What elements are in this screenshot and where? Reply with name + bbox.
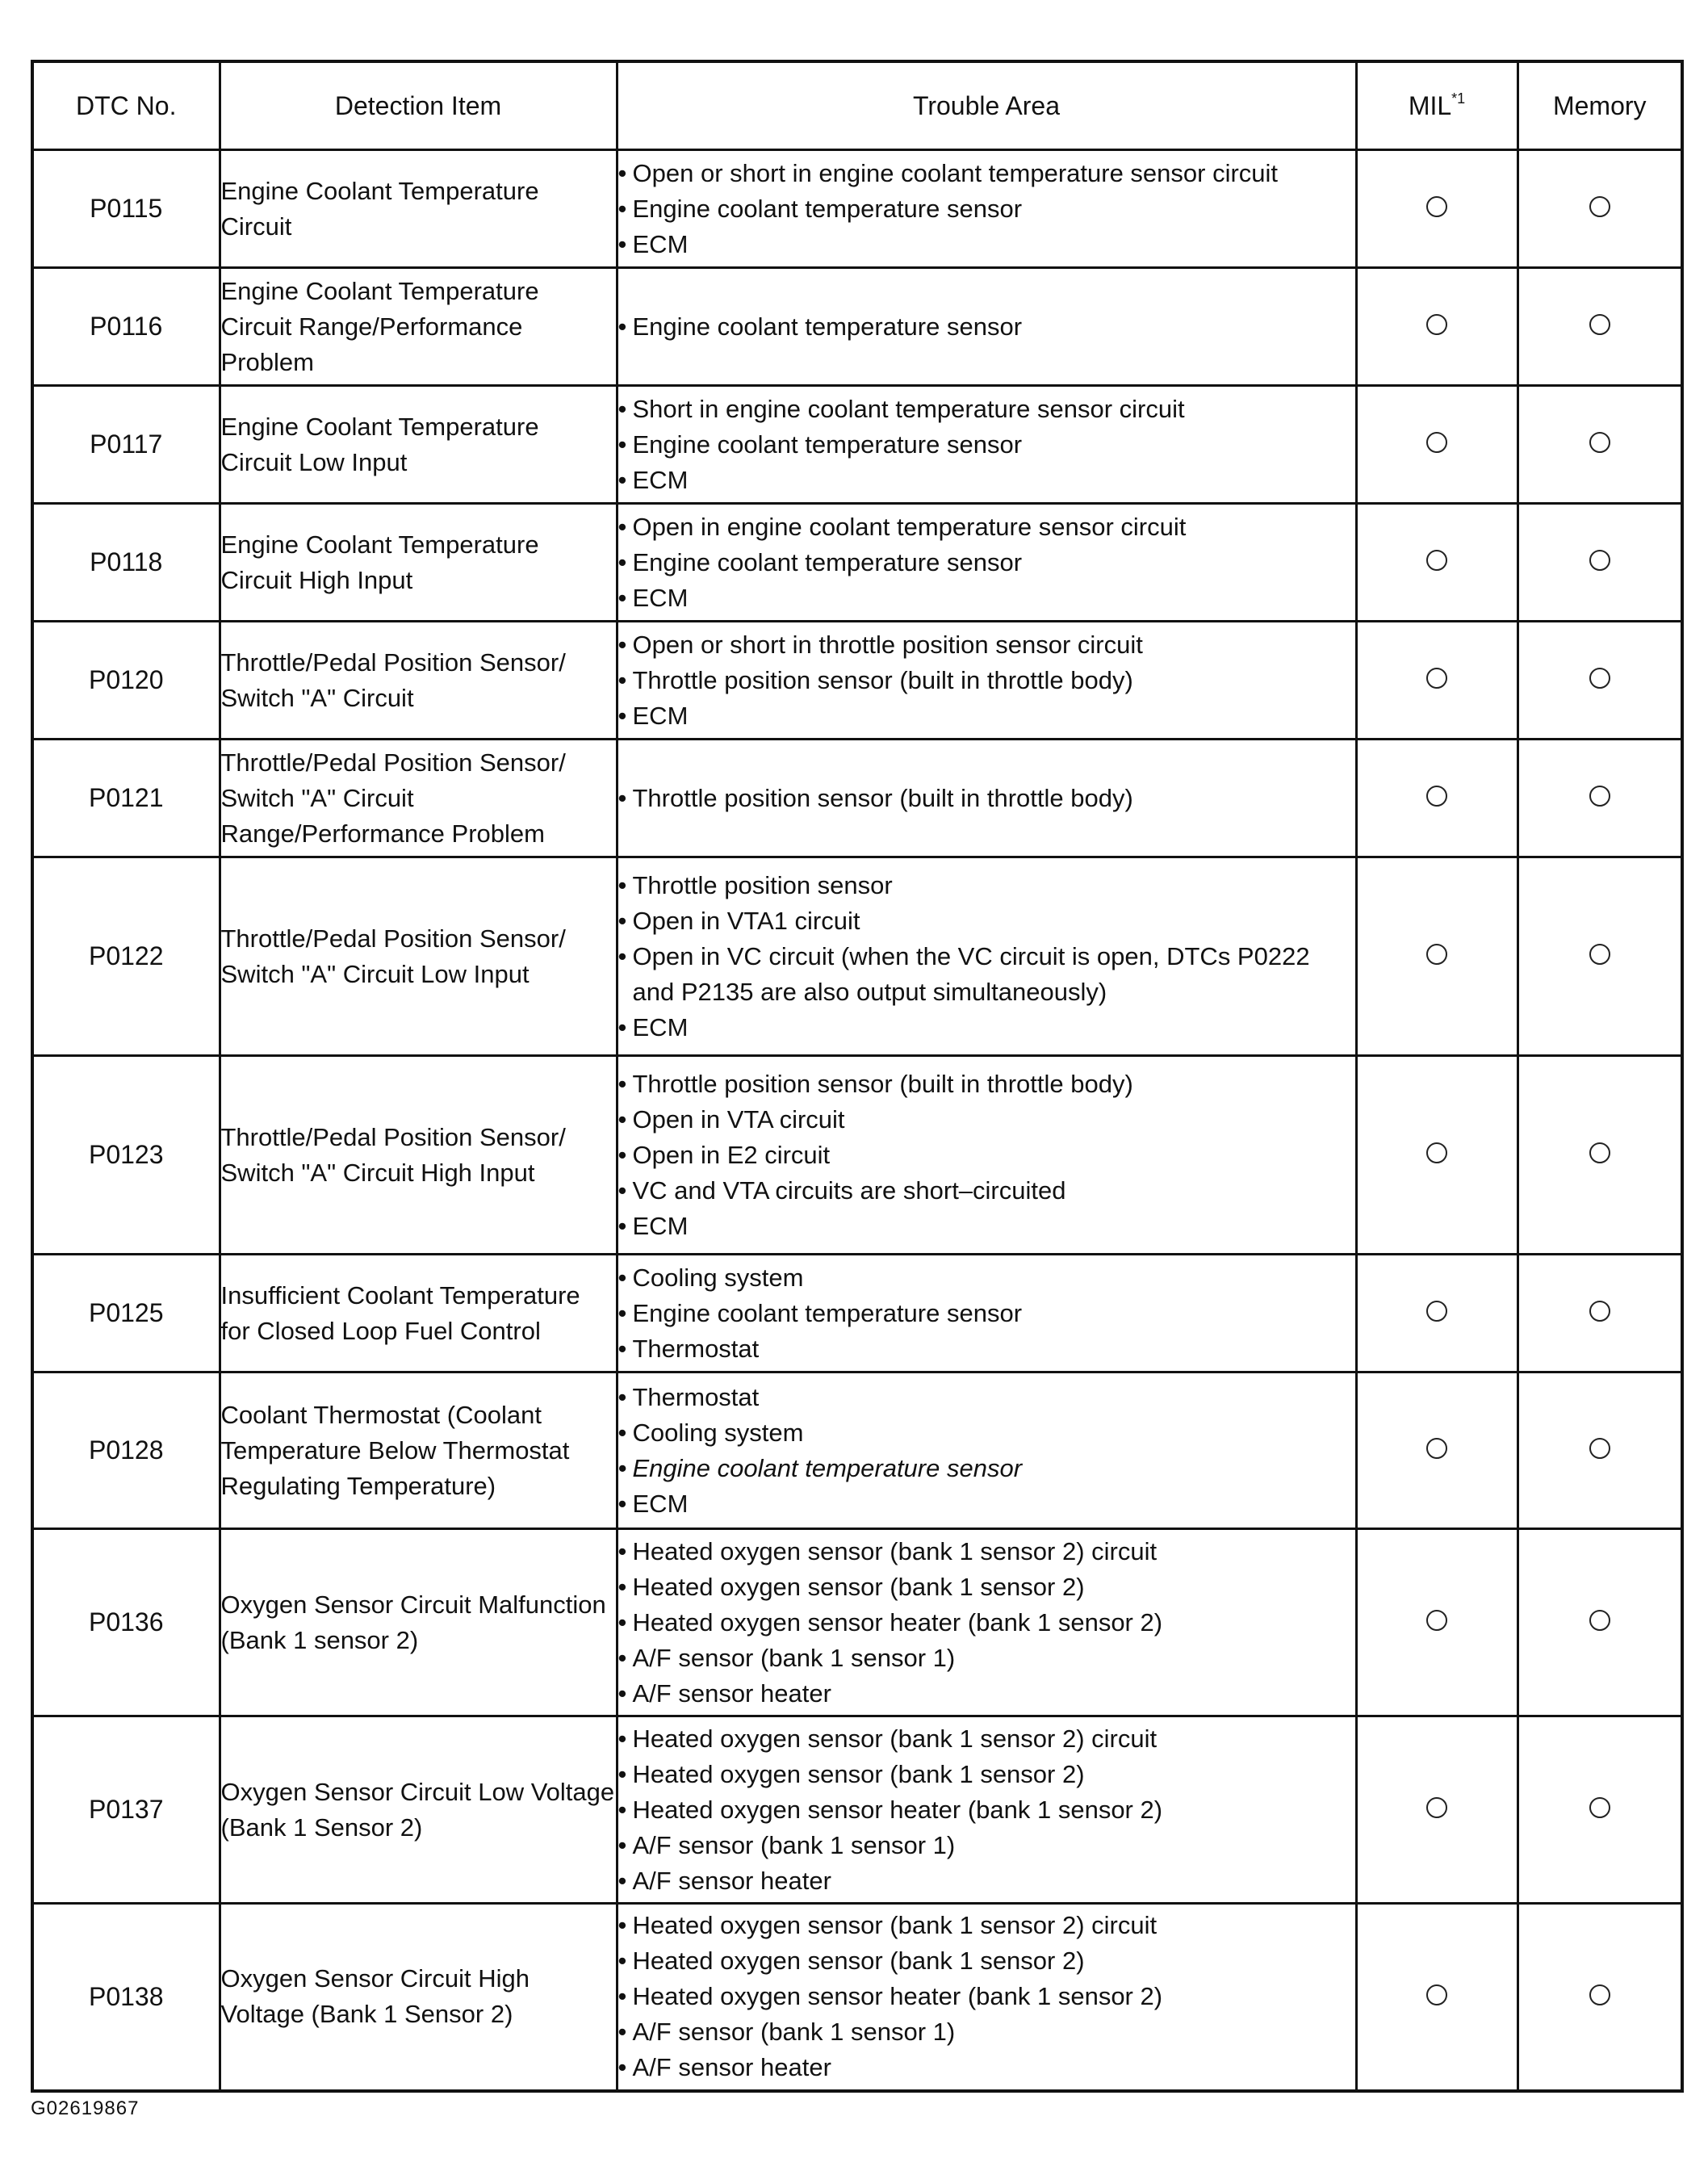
trouble-area-line: • A/F sensor (bank 1 sensor 1) <box>617 2018 956 2047</box>
memory-cell <box>1518 1904 1682 2091</box>
trouble-area <box>617 1529 1356 1716</box>
trouble-area <box>617 1372 1356 1529</box>
trouble-area-line: • Heated oxygen sensor (bank 1 sensor 2) <box>617 1572 1085 1601</box>
mil-circle-icon <box>1426 196 1447 217</box>
trouble-area-line: • Open in E2 circuit <box>617 1140 831 1169</box>
trouble-area-line: • A/F sensor (bank 1 sensor 1) <box>617 1643 956 1672</box>
detection-item: Coolant Thermostat (Coolant Temperature Below Thermostat Regulating Temperature) <box>220 1372 617 1529</box>
table-body <box>32 150 1682 2091</box>
header-memory: Memory <box>1518 61 1682 150</box>
mil-circle-icon <box>1426 550 1447 571</box>
memory-cell <box>1518 857 1682 1056</box>
mil-cell <box>1356 1372 1518 1529</box>
trouble-area <box>617 150 1356 268</box>
dtc-code: P0115 <box>32 150 220 268</box>
trouble-area-line: • Heated oxygen sensor heater (bank 1 sensor 2) <box>617 1795 1163 1824</box>
mil-cell <box>1356 1056 1518 1255</box>
trouble-area-line: • Throttle position sensor (built in throttle body) <box>617 665 1133 694</box>
trouble-area-line: • ECM <box>617 1211 689 1240</box>
trouble-area-line: • Engine coolant temperature sensor <box>617 194 1023 223</box>
detection-item: Throttle/Pedal Position Sensor/ Switch "A" Circuit High Input <box>220 1056 617 1255</box>
table-row <box>32 150 1682 268</box>
dtc-code: P0125 <box>32 1255 220 1372</box>
detection-item: Insufficient Coolant Temperature for Closed Loop Fuel Control <box>220 1255 617 1372</box>
trouble-area-line: • Open in VTA circuit <box>617 1104 845 1134</box>
memory-circle-icon <box>1589 196 1610 217</box>
mil-cell <box>1356 1904 1518 2091</box>
trouble-area-line: • Heated oxygen sensor (bank 1 sensor 2) circuit <box>617 1536 1158 1565</box>
trouble-area-line: • Heated oxygen sensor heater (bank 1 sensor 2) <box>617 1982 1163 2011</box>
memory-circle-icon <box>1589 1438 1610 1459</box>
table-row <box>32 857 1682 1056</box>
trouble-area-line: • Open in VTA1 circuit <box>617 906 860 935</box>
mil-cell <box>1356 386 1518 504</box>
table-row <box>32 1716 1682 1904</box>
trouble-area-line: • Throttle position sensor (built in throttle body) <box>617 1069 1133 1098</box>
mil-circle-icon <box>1426 786 1447 807</box>
memory-circle-icon <box>1589 432 1610 453</box>
mil-circle-icon <box>1426 1301 1447 1322</box>
mil-circle-icon <box>1426 1984 1447 2005</box>
dtc-code: P0120 <box>32 622 220 740</box>
memory-cell <box>1518 268 1682 386</box>
detection-item: Engine Coolant Temperature Circuit <box>220 150 617 268</box>
memory-cell <box>1518 740 1682 857</box>
table-row <box>32 1056 1682 1255</box>
mil-cell <box>1356 740 1518 857</box>
trouble-area-line: • Heated oxygen sensor (bank 1 sensor 2) <box>617 1947 1085 1976</box>
table-row <box>32 1255 1682 1372</box>
trouble-area-line: • Thermostat <box>617 1382 760 1411</box>
detection-item: Oxygen Sensor Circuit High Voltage (Bank 1 Sensor 2) <box>220 1904 617 2091</box>
memory-circle-icon <box>1589 1301 1610 1322</box>
trouble-area-line: • A/F sensor heater <box>617 1866 831 1895</box>
mil-cell <box>1356 857 1518 1056</box>
table-row <box>32 504 1682 622</box>
dtc-code: P0122 <box>32 857 220 1056</box>
trouble-area-line: • Open in engine coolant temperature sensor circuit <box>617 512 1187 541</box>
header-trouble-area: Trouble Area <box>617 61 1356 150</box>
dtc-table <box>31 60 1684 2093</box>
mil-circle-icon <box>1426 1438 1447 1459</box>
detection-item: Oxygen Sensor Circuit Low Voltage (Bank 1 Sensor 2) <box>220 1716 617 1904</box>
trouble-area-line: • ECM <box>617 701 689 730</box>
trouble-area-line: • Engine coolant temperature sensor <box>617 312 1023 341</box>
trouble-area-line: • Heated oxygen sensor (bank 1 sensor 2) <box>617 1759 1085 1788</box>
table-row <box>32 740 1682 857</box>
trouble-area-line: • Throttle position sensor <box>617 870 893 899</box>
trouble-area-line: • A/F sensor (bank 1 sensor 1) <box>617 1830 956 1859</box>
dtc-code: P0118 <box>32 504 220 622</box>
mil-circle-icon <box>1426 1797 1447 1818</box>
dtc-code: P0121 <box>32 740 220 857</box>
detection-item: Engine Coolant Temperature Circuit Low Input <box>220 386 617 504</box>
trouble-area-line: • Open or short in engine coolant temperature sensor circuit <box>617 158 1279 187</box>
mil-cell <box>1356 150 1518 268</box>
trouble-area-line: • ECM <box>617 465 689 494</box>
mil-cell <box>1356 1529 1518 1716</box>
dtc-code: P0123 <box>32 1056 220 1255</box>
table-row <box>32 268 1682 386</box>
detection-item: Throttle/Pedal Position Sensor/ Switch "A" Circuit Range/Performance Problem <box>220 740 617 857</box>
memory-cell <box>1518 150 1682 268</box>
header-mil: MIL$^{*1}$ <box>1356 61 1518 150</box>
mil-cell <box>1356 504 1518 622</box>
memory-cell <box>1518 386 1682 504</box>
trouble-area-line: • Thermostat <box>617 1334 760 1363</box>
trouble-area <box>617 1716 1356 1904</box>
table-row <box>32 386 1682 504</box>
mil-cell <box>1356 268 1518 386</box>
detection-item: Oxygen Sensor Circuit Malfunction (Bank 1 sensor 2) <box>220 1529 617 1716</box>
trouble-area <box>617 622 1356 740</box>
trouble-area-line: • Engine coolant temperature sensor <box>617 1298 1023 1327</box>
trouble-area-line: • VC and VTA circuits are short–circuited <box>617 1176 1066 1205</box>
mil-footnote-marker: *1 <box>1451 90 1466 107</box>
trouble-area <box>617 1904 1356 2091</box>
mil-cell <box>1356 1716 1518 1904</box>
mil-circle-icon <box>1426 432 1447 453</box>
header-dtc-no: DTC No. <box>32 61 220 150</box>
detection-item: Engine Coolant Temperature Circuit Range/Performance Problem <box>220 268 617 386</box>
trouble-area <box>617 857 1356 1056</box>
trouble-area-line: • Heated oxygen sensor heater (bank 1 sensor 2) <box>617 1607 1163 1636</box>
memory-cell <box>1518 1372 1682 1529</box>
memory-circle-icon <box>1589 1797 1610 1818</box>
trouble-area-line: • ECM <box>617 583 689 612</box>
mil-circle-icon <box>1426 944 1447 965</box>
memory-circle-icon <box>1589 1142 1610 1163</box>
memory-cell <box>1518 622 1682 740</box>
trouble-area-line: • Engine coolant temperature sensor <box>617 547 1023 576</box>
trouble-area-line: • Short in engine coolant temperature sensor circuit <box>617 394 1185 423</box>
trouble-area-line: • Open or short in throttle position sensor circuit <box>617 630 1143 659</box>
dtc-code: P0117 <box>32 386 220 504</box>
memory-circle-icon <box>1589 314 1610 335</box>
header-row <box>32 61 1682 150</box>
detection-item: Throttle/Pedal Position Sensor/ Switch "A" Circuit <box>220 622 617 740</box>
trouble-area-line: • Cooling system <box>617 1263 804 1292</box>
dtc-code: P0116 <box>32 268 220 386</box>
trouble-area <box>617 386 1356 504</box>
trouble-area <box>617 1056 1356 1255</box>
header-detection-item: Detection Item <box>220 61 617 150</box>
table-row <box>32 622 1682 740</box>
memory-cell <box>1518 1716 1682 1904</box>
trouble-area-line: • Open in VC circuit (when the VC circuit is open, DTCs P0222 and P2135 are also output simultaneously) <box>617 941 1310 1006</box>
trouble-area-line: • Heated oxygen sensor (bank 1 sensor 2) circuit <box>617 1911 1158 1940</box>
table-row <box>32 1904 1682 2091</box>
trouble-area-line: • Engine coolant temperature sensor <box>617 1453 1023 1482</box>
table-row <box>32 1529 1682 1716</box>
detection-item: Engine Coolant Temperature Circuit High Input <box>220 504 617 622</box>
mil-circle-icon <box>1426 1610 1447 1631</box>
trouble-area <box>617 268 1356 386</box>
trouble-area-line: • ECM <box>617 1489 689 1518</box>
trouble-area-line: • Cooling system <box>617 1418 804 1447</box>
dtc-code: P0128 <box>32 1372 220 1529</box>
dtc-code: P0138 <box>32 1904 220 2091</box>
memory-cell <box>1518 1056 1682 1255</box>
trouble-area-line: • ECM <box>617 1012 689 1041</box>
dtc-code: P0136 <box>32 1529 220 1716</box>
memory-circle-icon <box>1589 668 1610 689</box>
trouble-area-line: • Throttle position sensor (built in throttle body) <box>617 783 1133 812</box>
dtc-table-container <box>31 60 1681 2093</box>
detection-item: Throttle/Pedal Position Sensor/ Switch "A" Circuit Low Input <box>220 857 617 1056</box>
trouble-area-line: • A/F sensor heater <box>617 1678 831 1708</box>
dtc-code: P0137 <box>32 1716 220 1904</box>
table-row <box>32 1372 1682 1529</box>
trouble-area-line: • Heated oxygen sensor (bank 1 sensor 2) circuit <box>617 1724 1158 1753</box>
memory-cell <box>1518 504 1682 622</box>
trouble-area-line: • ECM <box>617 229 689 258</box>
mil-circle-icon <box>1426 1142 1447 1163</box>
trouble-area-line: • Engine coolant temperature sensor <box>617 430 1023 459</box>
mil-circle-icon <box>1426 668 1447 689</box>
trouble-area <box>617 504 1356 622</box>
mil-cell <box>1356 622 1518 740</box>
memory-circle-icon <box>1589 944 1610 965</box>
memory-cell <box>1518 1255 1682 1372</box>
mil-circle-icon <box>1426 314 1447 335</box>
trouble-area <box>617 740 1356 857</box>
memory-circle-icon <box>1589 550 1610 571</box>
memory-circle-icon <box>1589 786 1610 807</box>
memory-circle-icon <box>1589 1610 1610 1631</box>
memory-cell <box>1518 1529 1682 1716</box>
mil-cell <box>1356 1255 1518 1372</box>
figure-id: G02619867 <box>31 2097 140 2119</box>
trouble-area <box>617 1255 1356 1372</box>
trouble-area-line: • A/F sensor heater <box>617 2053 831 2082</box>
memory-circle-icon <box>1589 1984 1610 2005</box>
